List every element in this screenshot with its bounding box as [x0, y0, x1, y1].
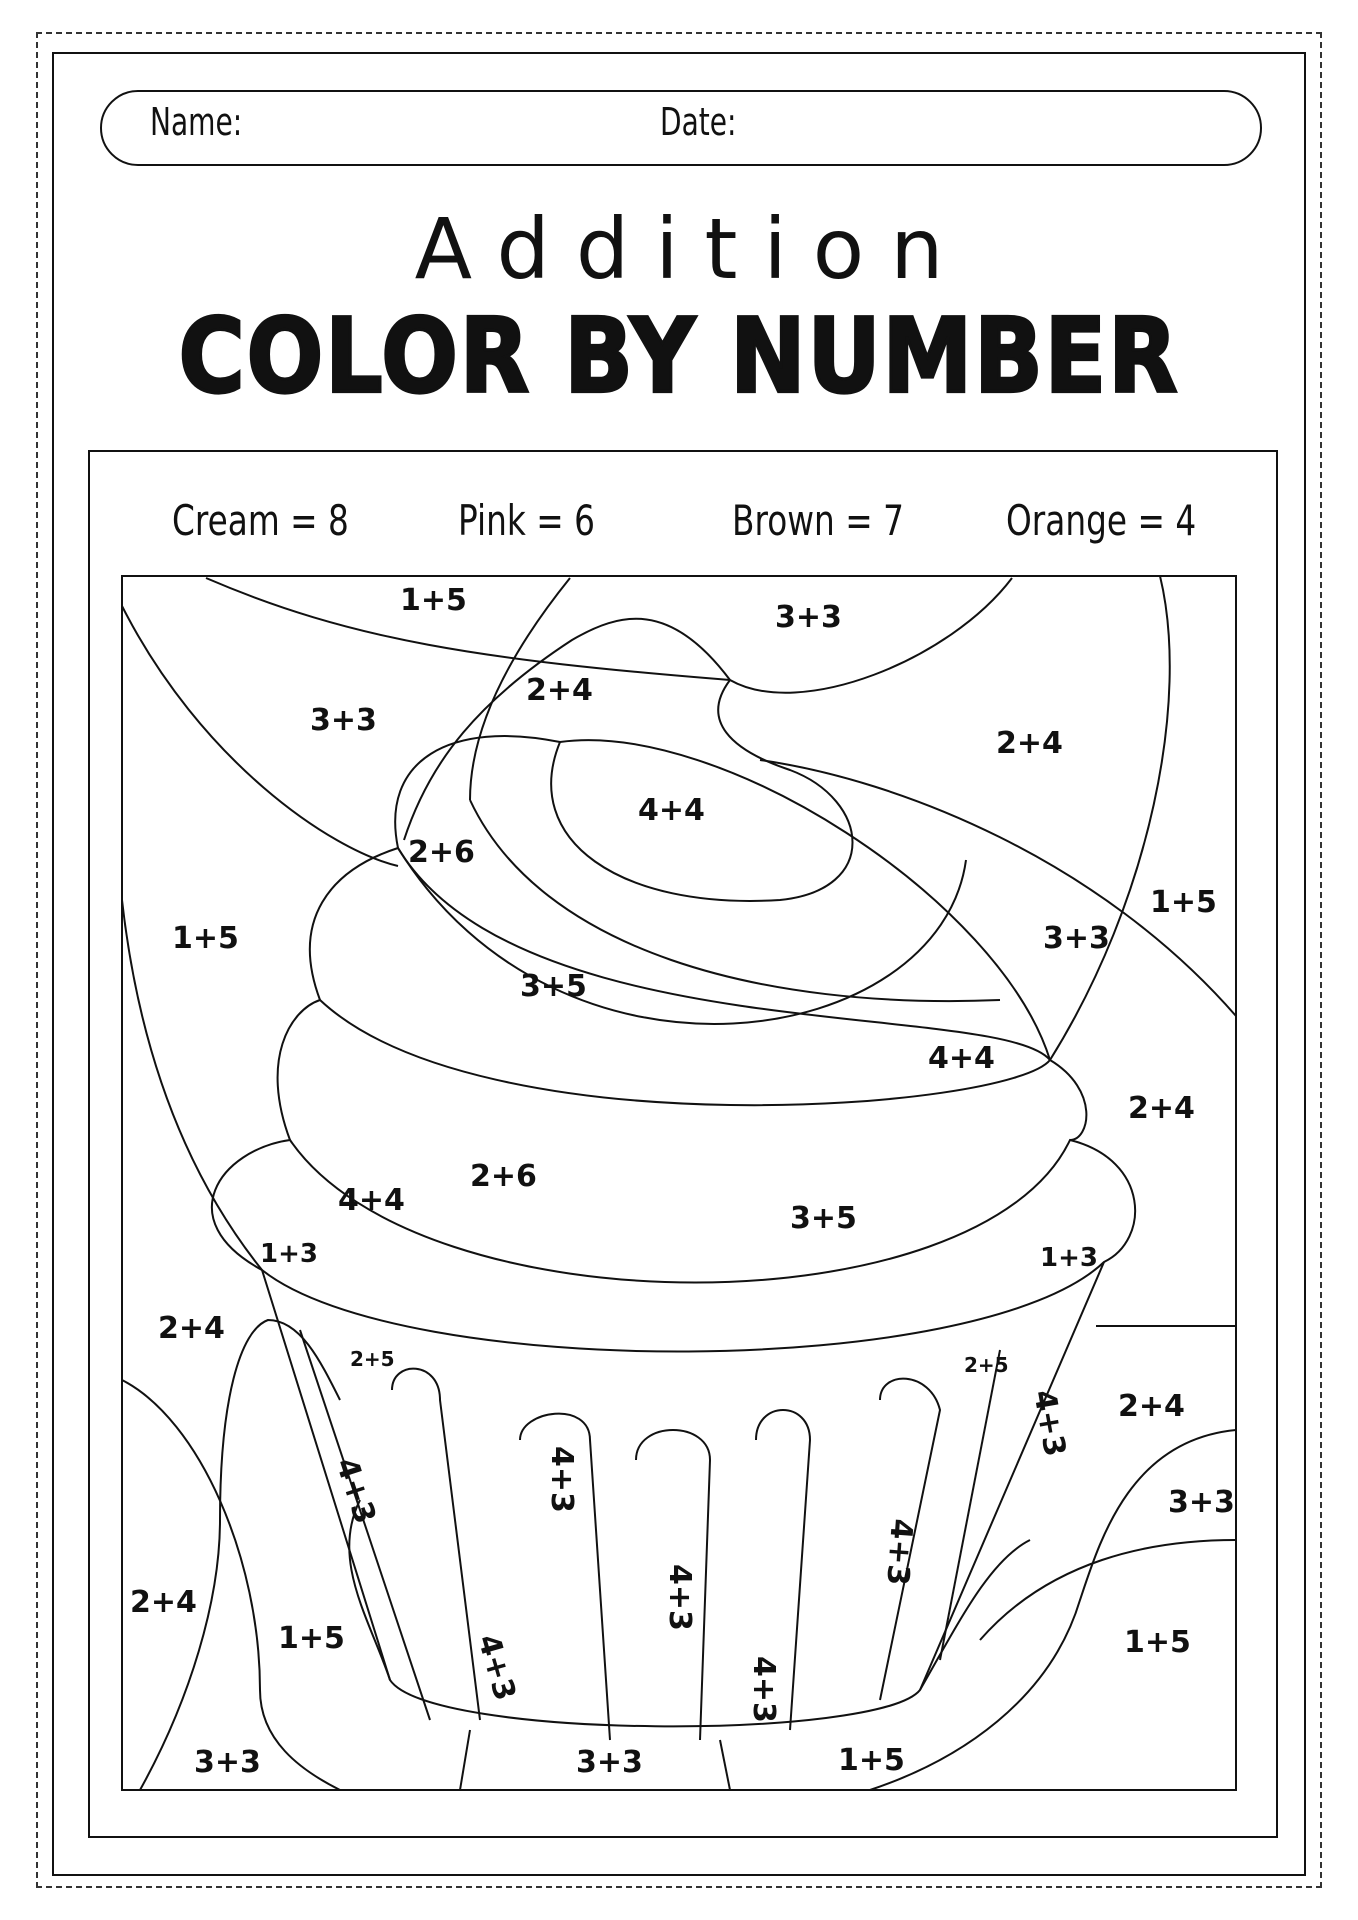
problem-label: 3+3 [310, 703, 377, 738]
problem-label: 4+3 [544, 1446, 579, 1513]
problem-label: 4+3 [1026, 1387, 1073, 1460]
bg-swirl-line [730, 578, 1012, 693]
problem-label: 3+5 [520, 969, 587, 1004]
problem-label: 2+4 [130, 1585, 197, 1620]
liner-pleat [300, 1330, 430, 1720]
bg-swirl-line [206, 578, 730, 680]
frosting-top-layer [395, 736, 1050, 1060]
problem-label: 3+3 [576, 1745, 643, 1780]
problem-label: 4+4 [638, 793, 705, 828]
liner-pleat [940, 1350, 1000, 1660]
cupcake-liner [262, 1262, 1104, 1726]
problem-label: 3+3 [1168, 1485, 1235, 1520]
problem-label: 2+4 [1118, 1389, 1185, 1424]
problem-label: 2+4 [996, 726, 1063, 761]
problem-label: 1+3 [1040, 1243, 1098, 1273]
bg-swirl-line [980, 1540, 1236, 1640]
liner-curve [349, 1500, 390, 1680]
frosting-swirl-tip [551, 680, 852, 901]
problem-label: 2+4 [1128, 1091, 1195, 1126]
name-label: Name: [150, 100, 243, 144]
liner-pleat [720, 1740, 730, 1790]
problem-label: 4+3 [746, 1656, 781, 1723]
problem-label: 2+4 [526, 673, 593, 708]
liner-pleat [460, 1730, 470, 1790]
problem-label: 4+3 [470, 1630, 523, 1705]
problem-label: 4+4 [338, 1183, 405, 1218]
problem-label: 3+3 [1043, 921, 1110, 956]
problem-label: 4+3 [879, 1517, 919, 1587]
frosting-bottom-layer [212, 1140, 1135, 1352]
bg-swirl-line [1050, 576, 1170, 1060]
problem-label: 1+5 [278, 1621, 345, 1656]
problem-label: 3+3 [194, 1745, 261, 1780]
legend-cream: Cream = 8 [172, 496, 349, 545]
problem-label: 1+5 [1124, 1625, 1191, 1660]
problem-label: 4+4 [928, 1041, 995, 1076]
problem-label: 3+3 [775, 600, 842, 635]
legend-pink: Pink = 6 [458, 496, 595, 545]
problem-label: 4+3 [662, 1564, 697, 1631]
worksheet-title: COLOR BY NUMBER [178, 297, 1180, 417]
problem-label: 1+5 [838, 1743, 905, 1778]
liner-pleat [392, 1369, 480, 1720]
legend-brown: Brown = 7 [732, 496, 904, 545]
problem-label: 1+5 [1150, 885, 1217, 920]
problem-label: 1+5 [400, 583, 467, 618]
frosting-swirl-line [398, 848, 966, 1024]
problem-label: 2+4 [158, 1311, 225, 1346]
problem-label: 3+5 [790, 1201, 857, 1236]
worksheet-subtitle: Addition [414, 200, 970, 298]
problem-label: 1+5 [172, 921, 239, 956]
problem-label: 4+3 [328, 1453, 383, 1529]
date-label: Date: [660, 100, 737, 144]
problem-label: 2+6 [408, 835, 475, 870]
problem-label: 1+3 [260, 1239, 318, 1269]
problem-label: 2+6 [470, 1159, 537, 1194]
problem-label: 2+5 [350, 1347, 395, 1371]
problem-label: 2+5 [964, 1353, 1009, 1377]
legend-orange: Orange = 4 [1006, 496, 1197, 545]
